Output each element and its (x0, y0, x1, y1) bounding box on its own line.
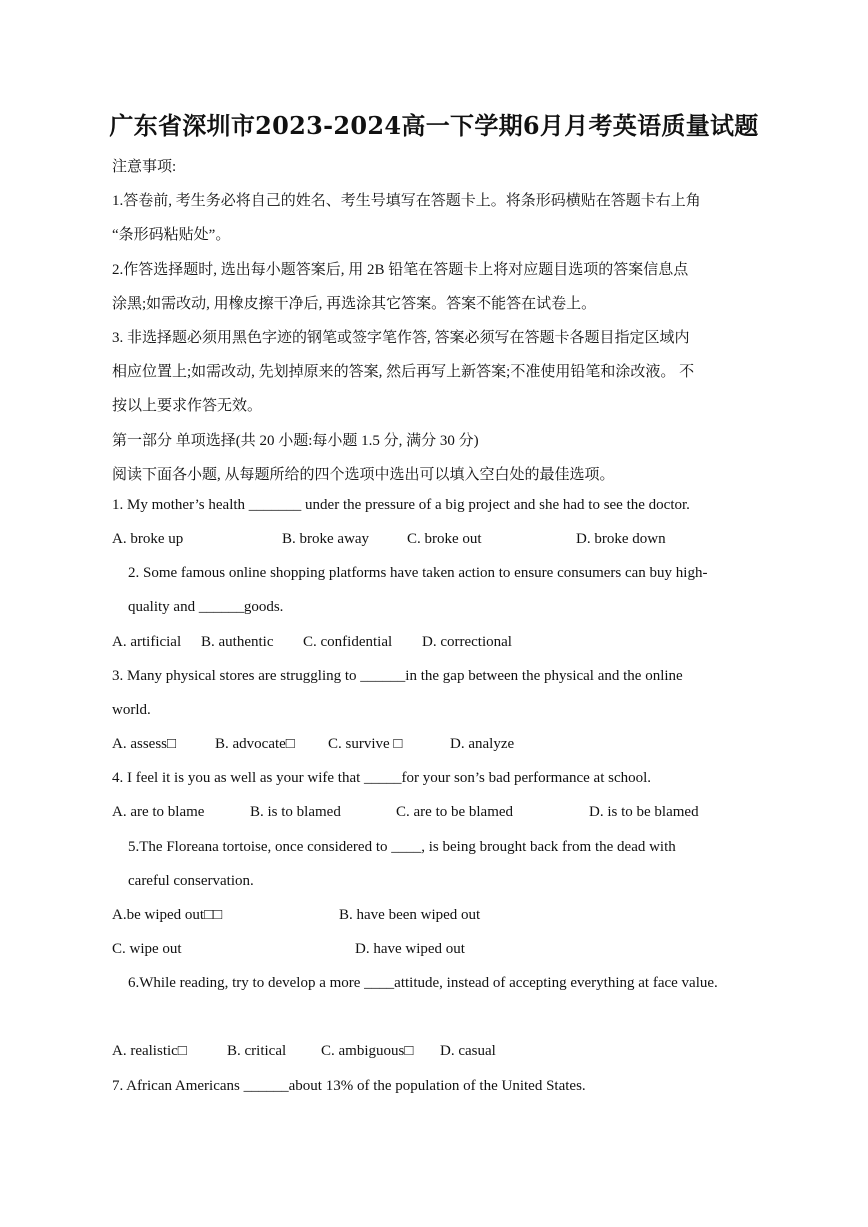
question-3-stem: 3. Many physical stores are struggling to ______in the gap between the physical and the online (112, 668, 683, 684)
q3-option-d: D. analyze (450, 736, 515, 752)
q5-option-b: B. have been wiped out (339, 907, 481, 923)
question-2-stem-cont: quality and ______goods. (128, 599, 284, 615)
q4-option-a: A. are to blame (112, 804, 205, 820)
question-5-stem: 5.The Floreana tortoise, once considered to ____, is being brought back from the dead with (128, 839, 676, 855)
q3-option-c: C. survive □ (328, 736, 403, 752)
q2-option-b: B. authentic (201, 634, 274, 650)
q6-option-c: C. ambiguous□ (321, 1043, 414, 1059)
q5-option-a: A.be wiped out□□ (112, 907, 223, 923)
q3-option-b: B. advocate□ (215, 736, 295, 752)
q2-option-a: A. artificial (112, 634, 182, 650)
part1-instruction: 阅读下面各小题, 从每题所给的四个选项中选出可以填入空白处的最佳选项。 (112, 467, 615, 483)
question-2-stem: 2. Some famous online shopping platforms have taken action to ensure consumers can buy high- (128, 565, 708, 581)
q3-option-a: A. assess□ (112, 736, 177, 752)
notice-line-2: “条形码粘贴处”。 (112, 227, 231, 243)
q1-option-c: C. broke out (407, 531, 482, 547)
q4-option-b: B. is to blamed (250, 804, 341, 820)
part1-heading: 第一部分 单项选择(共 20 小题:每小题 1.5 分, 满分 30 分) (112, 433, 479, 449)
notice-heading: 注意事项: (112, 159, 177, 175)
q5-option-d: D. have wiped out (355, 941, 465, 957)
question-7-stem: 7. African Americans ______about 13% of the population of the United States. (112, 1078, 586, 1094)
q5-option-c: C. wipe out (112, 941, 182, 957)
q2-option-d: D. correctional (422, 634, 512, 650)
q2-option-c: C. confidential (303, 634, 393, 650)
notice-line-1: 1.答卷前, 考生务必将自己的姓名、考生号填写在答题卡上。将条形码横贴在答题卡右上角 (112, 193, 701, 209)
notice-line-7: 按以上要求作答无效。 (112, 398, 263, 414)
question-6-stem: 6.While reading, try to develop a more ____attitude, instead of accepting everything at face value. (128, 975, 718, 991)
q6-option-a: A. realistic□ (112, 1043, 187, 1059)
notice-line-5: 3. 非选择题必须用黑色字迹的钢笔或签字笔作答, 答案必须写在答题卡各题目指定区域内 (112, 330, 690, 346)
question-1-stem: 1. My mother’s health _______ under the pressure of a big project and she had to see the doctor. (112, 497, 690, 513)
q6-option-d: D. casual (440, 1043, 496, 1059)
q4-option-c: C. are to be blamed (396, 804, 514, 820)
question-4-stem: 4. I feel it is you as well as your wife that _____for your son’s bad performance at school. (112, 770, 652, 786)
notice-line-4: 涂黑;如需改动, 用橡皮擦干净后, 再选涂其它答案。答案不能答在试卷上。 (112, 296, 597, 312)
q1-option-b: B. broke away (282, 531, 370, 547)
notice-line-6: 相应位置上;如需改动, 先划掉原来的答案, 然后再写上新答案;不准使用铅笔和涂改液。 不 (112, 364, 695, 380)
notice-line-3: 2.作答选择题时, 选出每小题答案后, 用 2B 铅笔在答题卡上将对应题目选项的答案信息点 (112, 262, 689, 278)
question-5-stem-cont: careful conservation. (128, 873, 254, 889)
q4-option-d: D. is to be blamed (589, 804, 699, 820)
q1-option-a: A. broke up (112, 531, 184, 547)
exam-title: 广东省深圳市2023-2024高一下学期6月月考英语质量试题 (109, 111, 759, 140)
q6-option-b: B. critical (227, 1043, 287, 1059)
question-3-stem-cont: world. (112, 702, 151, 718)
q1-option-d: D. broke down (576, 531, 666, 547)
